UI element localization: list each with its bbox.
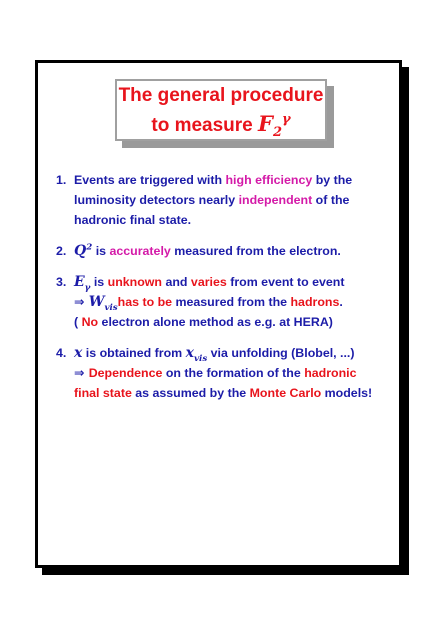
highlight-text: hadrons: [290, 295, 340, 309]
item-text: from event to event: [226, 275, 345, 289]
item-text: (: [74, 315, 82, 329]
highlight-text: No: [81, 315, 99, 329]
list-item-3: [52, 272, 392, 332]
title-line-2-text: to measure: [151, 115, 259, 136]
highlight-text: unknown: [107, 275, 162, 289]
slide-content: [52, 170, 392, 414]
item-text: and: [162, 275, 191, 289]
highlight-text: hadronic: [304, 366, 357, 380]
item-number: 2.: [56, 244, 67, 258]
item-number: 4.: [56, 346, 67, 360]
item-text: is: [92, 244, 110, 258]
item-text: of the: [312, 193, 350, 207]
e-gamma-symbol: $E_\gamma$: [74, 274, 91, 293]
item-text: measured from the: [172, 295, 291, 309]
highlight-text: has to be: [117, 295, 173, 309]
item-text: luminosity detectors nearly: [74, 193, 239, 207]
structure-function-symbol: $F_2^\gamma$: [258, 111, 291, 141]
q2-symbol: $Q^2$: [74, 242, 93, 259]
list-item-2: [52, 241, 392, 261]
list-item-4: [52, 343, 392, 403]
title-line-2: [117, 110, 325, 140]
w-vis-symbol: $W_{vis}$: [88, 294, 118, 313]
highlight-text: varies: [190, 275, 227, 289]
item-text: by the: [312, 173, 353, 187]
slide-title: [115, 79, 327, 141]
item-text: models!: [321, 386, 373, 400]
item-text: as assumed by the: [131, 386, 250, 400]
highlight-text: Monte Carlo: [249, 386, 322, 400]
list-item-1: [52, 170, 392, 230]
highlight-text: final state: [74, 386, 132, 400]
item-text: via unfolding (Blobel, ...): [207, 346, 355, 360]
item-text: .: [339, 295, 343, 309]
title-line-1: The general procedure: [118, 85, 324, 106]
item-number: 3.: [56, 275, 67, 289]
highlight-text: Dependence: [88, 366, 163, 380]
item-text: on the formation of the: [162, 366, 305, 380]
item-text: electron alone method as e.g. at HERA): [98, 315, 333, 329]
item-text: is: [90, 275, 108, 289]
x-symbol: x: [74, 345, 83, 361]
highlight-text: high efficiency: [225, 173, 313, 187]
item-text: is obtained from: [82, 346, 186, 360]
item-text: Events are triggered with: [74, 173, 226, 187]
highlight-text: independent: [238, 193, 313, 207]
x-vis-symbol: $x_{vis}$: [185, 345, 208, 364]
item-text: hadronic final state.: [74, 213, 192, 227]
implies-arrow-icon: ⇒: [74, 365, 89, 380]
implies-arrow-icon: ⇒: [74, 294, 89, 309]
highlight-text: accurately: [109, 244, 171, 258]
item-number: 1.: [56, 173, 67, 187]
item-text: measured from the electron.: [170, 244, 341, 258]
